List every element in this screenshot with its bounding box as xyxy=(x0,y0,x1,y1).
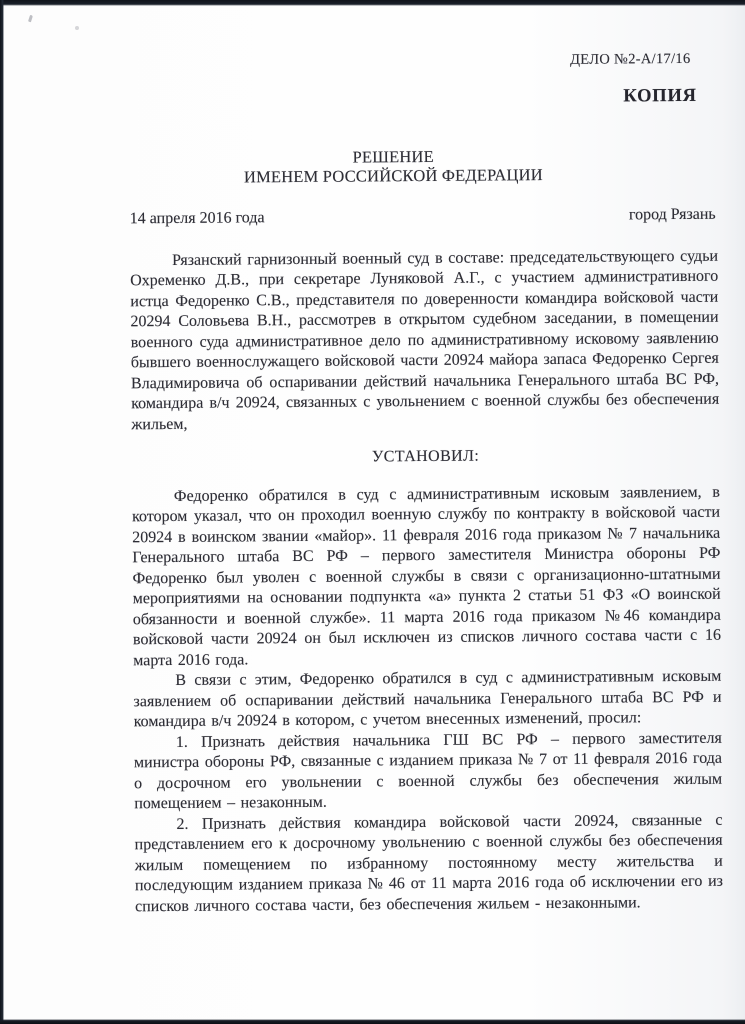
body-paragraph-request-item-1: 1. Признать действия начальника ГШ ВС РФ – первого заместителя министра обороны РФ, связанные с изданием приказа № 7 от 11 февраля 2016 года о досрочном его увольнении с военной службы без обеспечения жилым помещением – незаконным. xyxy=(133,729,723,813)
title-line-imenem: ИМЕНЕМ РОССИЙСКОЙ ФЕДЕРАЦИИ xyxy=(243,165,543,187)
scan-speck xyxy=(75,26,79,30)
body-paragraph-request-item-2: 2. Признать действия командира войсковой части 20924, связанные с представлением его к досрочному увольнению с военной службы без обеспечения жилым помещением по избранному постоянному месту жительства и последующим изданием приказа № 46 от 11 марта 2016 года об исключении его из списков личного состава части, без обеспечения жильем - незаконными. xyxy=(134,811,723,915)
paragraph-court-composition: Рязанский гарнизонный военный суд в составе: председательствующего судьи Охременко Д.В., при секретаре Луняковой А.Г., с участием административного истца Федоренко С.В., представителя по доверенности командира войсковой части 20294 Соловьева В.Н., рассмотрев в открытом судебном заседании, в помещении военного суда административное дело по административному исковому заявлению бывшего военнослужащего войсковой части 20924 майора запаса Федоренко Сергея Владимировича об оспаривании действий начальника Генерального штаба ВС РФ, командира в/ч 20924, связанных с увольнением с военной службы без обеспечения жильем, xyxy=(130,247,720,433)
document-title xyxy=(99,145,687,188)
scan-edge-bottom xyxy=(0,1019,745,1024)
date-line xyxy=(130,205,718,230)
title-line-reshenie: РЕШЕНИЕ xyxy=(352,146,434,167)
document-date: 14 апреля 2016 года xyxy=(129,209,265,228)
section-heading-ustanovil: УСТАНОВИЛ: xyxy=(371,447,480,466)
scan-edge-left xyxy=(0,0,4,1024)
body-paragraph-claim-background: Федоренко обратился в суд с административным исковым заявлением, в котором указал, что он проходил военную службу по контракту в войсковой части 20924 в воинском звании «майор». 11 февраля 2016 года приказом № 7 начальника Генерального штаба ВС РФ – первого заместителя Министра обороны РФ Федоренко был уволен с военной службы в связи с организационно-штатными мероприятиями на основании подпункта «а» пункта 2 статьи 51 ФЗ «О воинской обязанности и военной службе». 11 марта 2016 года приказом №46 командира войсковой части 20924 он был исключен из списков личного состава части с 16 марта 2016 года. xyxy=(131,483,722,669)
copy-stamp: КОПИЯ xyxy=(623,85,697,107)
scan-speck xyxy=(28,15,33,23)
body-paragraph-request-intro: В связи с этим, Федоренко обратился в суд с административным исковым заявлением об оспаривании действий начальника Генерального штаба ВС РФ и командира в/ч 20924 в котором, с учетом внесенных изменений, просил: xyxy=(133,667,722,731)
document-content xyxy=(128,0,723,917)
case-number: ДЕЛО №2-А/17/16 xyxy=(569,50,691,68)
document-city: город Рязань xyxy=(628,205,716,224)
